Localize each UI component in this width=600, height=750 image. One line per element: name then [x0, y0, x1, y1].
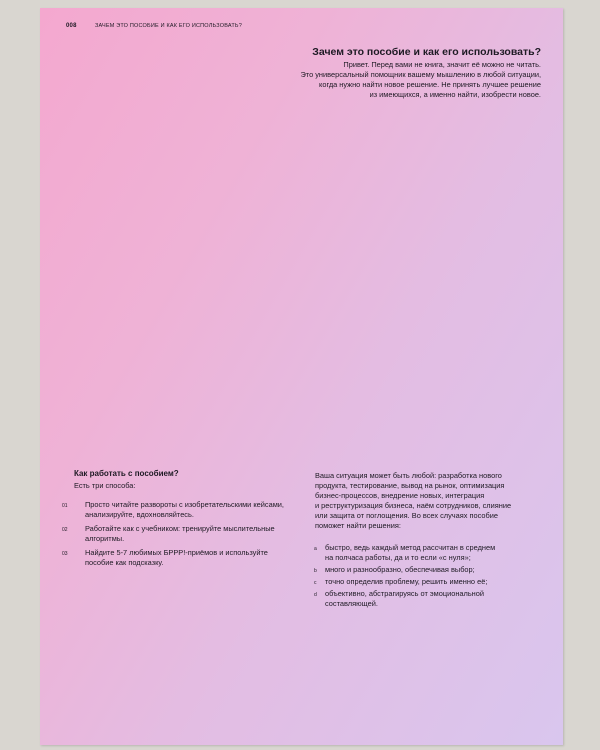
intro-line: когда нужно найти новое решение. Не принять лучшее решение [319, 80, 541, 89]
how-to-list [62, 500, 314, 568]
how-to-title: Как работать с пособием? [74, 469, 179, 478]
situation-section [315, 471, 525, 611]
list-item: d объективно, абстрагируясь от эмоциональной составляющей. [314, 589, 485, 608]
list-marker: c [314, 580, 317, 586]
list-item: b много и разнообразно, обеспечивая выбор; [314, 565, 475, 574]
list-item: 03 Найдите 5-7 любимых БРРР!-приёмов и используйте пособие как подсказку. [62, 548, 268, 567]
list-marker: b [314, 568, 317, 574]
list-item: a быстро, ведь каждый метод рассчитан в среднем на полчаса работы, да и то если «с нуля»; [314, 543, 496, 562]
intro-text [221, 60, 541, 100]
situation-list [315, 543, 525, 609]
list-marker: d [314, 592, 317, 598]
intro-line: из имеющихся, а именно найти, изобрести новое. [369, 90, 541, 99]
list-item: 01 Просто читайте развороты с изобретательскими кейсами, анализируйте, вдохновляйтесь. [62, 500, 284, 519]
list-item: c точно определив проблему, решить именно её; [314, 577, 488, 586]
how-to-subtitle: Есть три способа: [74, 481, 136, 490]
intro-section [221, 46, 541, 100]
running-title: ЗАЧЕМ ЭТО ПОСОБИЕ И КАК ЕГО ИСПОЛЬЗОВАТЬ? [95, 23, 242, 29]
list-item: 02 Работайте как с учебником: тренируйте мыслительные алгоритмы. [62, 524, 275, 543]
situation-text: Ваша ситуация может быть любой: разработка нового продукта, тестирование, вывод на рынок, оптимизация бизнес-процессов, внедрение новых, интеграция и реструктуризация бизнеса, наём сотрудников, слияние или защита от поглощения. Во всех случаях пособие поможет найти решения: [315, 471, 512, 530]
list-marker: 02 [62, 527, 68, 533]
intro-line: Это универсальный помощник вашему мышлению в любой ситуации, [300, 70, 541, 79]
intro-title: Зачем это пособие и как его использовать? [312, 46, 541, 58]
how-to-section [62, 469, 314, 572]
intro-line: Привет. Перед вами не книга, значит её можно не читать. [343, 60, 541, 69]
list-marker: a [314, 546, 317, 552]
list-marker: 03 [62, 551, 68, 557]
page-number: 008 [66, 23, 77, 29]
list-marker: 01 [62, 503, 68, 509]
book-page [40, 8, 563, 745]
